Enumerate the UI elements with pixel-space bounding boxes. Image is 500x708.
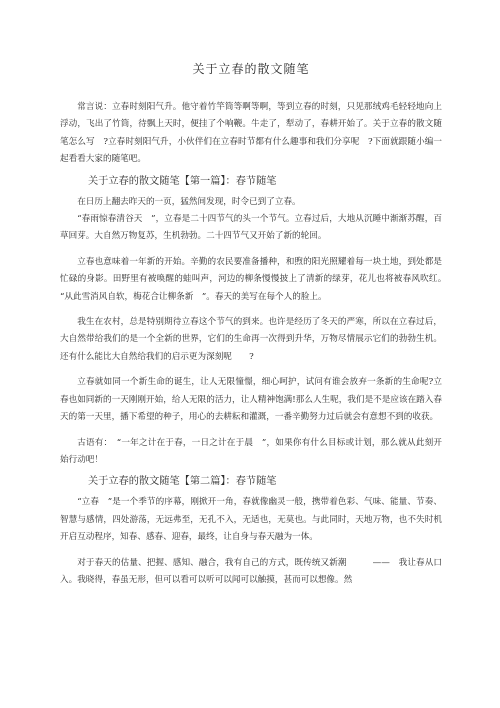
paragraph-spacer [60, 547, 442, 555]
body-paragraph: 立春就如同一个新生命的诞生，让人无限憧憬，细心呵护，试问有谁会放弃一条新的生命呢?立春也如同新的一天刚刚开始，给人无限的活力，让人精神饱满!那么人生呢，我们是不是应该在踏入春天的第一天里，播下希望的种子，用心的去耕耘和灌溉，一番辛勤努力过后就会有意想不到的收获。 [60, 377, 442, 423]
paragraph-spacer [60, 427, 442, 435]
body-paragraph: 在日历上翻去昨天的一页，猛然间发现，时令已到了立春。 [77, 196, 301, 207]
paragraph-spacer [60, 366, 442, 374]
body-paragraph: “立春 ”是一个季节的序幕，刚掀开一角，春就像幽灵一般，携带着色彩、气味、能量、节奏、智慧与感情，四处游荡，无远弗至，无孔不入，无适也，无莫也。与此同时，天地万物，也不失时机开启互动程序，知春、感春、迎春，最终，让自身与春天融为一体。 [60, 497, 442, 543]
body-paragraph: “春雨惊春清谷天 ”，立春是二十四节气的头一个节气。立春过后，大地从沉睡中渐渐苏醒，百草回芽。大自然万物复苏，生机勃勃。二十四节气又开始了新的轮回。 [60, 214, 442, 242]
paragraph-spacer [60, 246, 442, 254]
document-title: 关于立春的散文随笔 [192, 62, 310, 76]
paragraph-spacer [60, 306, 442, 314]
body-paragraph: 对于春天的估量、把握、感知、融合，我有自己的方式，既传统又新潮 —— 我让春从口入。我晓得，春虽无形，但可以看可以听可以闻可以触摸，甚而可以想像。然 [60, 557, 442, 585]
section-heading: 关于立春的散文随笔【第二篇】：春节随笔 [88, 476, 277, 488]
body-paragraph: 立春也意味着一年新的开始。辛勤的农民要准备播种，和煦的阳光照耀着每一块土地，到处都是忙碌的身影。田野里有被唤醒的蛙叫声，河边的柳条慢慢披上了清新的绿芽，花儿也将被春风吹红。 “从此雪消风自软，梅花合让柳条新 ”。春天的美写在每个人的脸上。 [60, 256, 451, 302]
body-paragraph: 我生在农村，总是特别期待立春这个节气的到来。也许是经历了冬天的严寒，所以在立春过后，大自然带给我们的是一个全新的世界，它们的生命再一次得到升华，万物尽情展示它们的勃勃生机。还有什么能比大自然给我们的启示更为深刻呢 ? [60, 317, 442, 362]
document-body [60, 99, 451, 589]
section-heading: 关于立春的散文随笔【第一篇】：春节随笔 [88, 175, 277, 187]
body-paragraph: 常言说：立春时刻阳气升。他守着竹竿筒等啊等啊，等到立春的时刻，只见那绒鸡毛轻轻地向上浮动，飞出了竹筒，待飘上天时，便挂了个响鞭。牛走了，犁动了，春耕开始了。关于立春的散文随笔怎么写 ?立春时刻阳气升，小伙伴们在立春时节都有什么趣事和我们分享呢 ?下面就跟随小编一起看看大家的随笔吧。 [60, 102, 442, 165]
body-paragraph: 古语有： “一年之计在于春，一日之计在于晨 ”，如果你有什么目标或计划，那么就从此刻开始行动吧！ [60, 437, 442, 465]
